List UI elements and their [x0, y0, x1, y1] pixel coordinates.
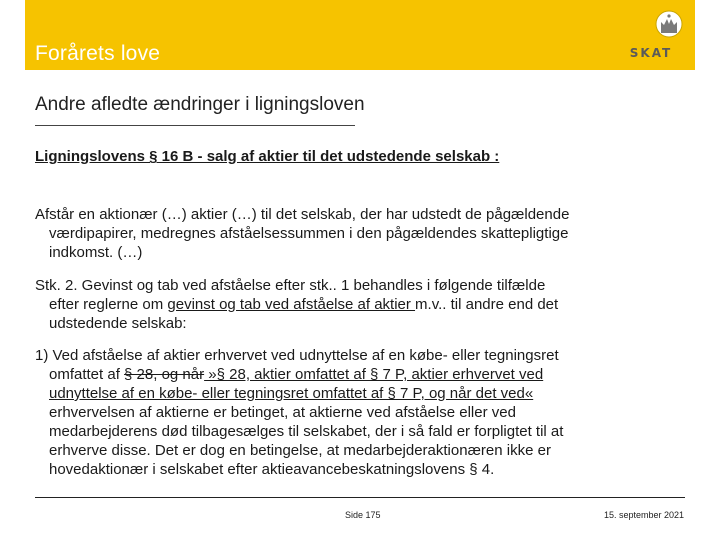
text-segment: m.v.. til andre end det: [415, 296, 559, 313]
section-title: Andre afledte ændringer i ligningsloven: [35, 94, 365, 115]
section-divider: [35, 125, 355, 126]
text-segment: omfattet af: [49, 366, 125, 383]
subheading: Ligningslovens § 16 B - salg af aktier til det udstedende selskab :: [35, 148, 500, 165]
text-line: erhvervelsen af aktierne er betinget, at aktierne ved afståelse eller ved: [49, 404, 516, 421]
text-line: Stk. 2. Gevinst og tab ved afståelse efter stk.. 1 behandles i følgende tilfælde: [35, 277, 546, 294]
text-segment: efter reglerne om: [49, 296, 168, 313]
text-line: Afstår en aktionær (…) aktier (…) til det selskab, der har udstedt de pågældende: [35, 206, 570, 223]
text-line: udstedende selskab:: [49, 315, 187, 332]
text-line: [35, 295, 685, 314]
text-line: hovedaktionær i selskabet efter aktieavancebeskatningslovens § 4.: [49, 461, 495, 478]
header-bar: [25, 0, 695, 70]
footer-date: 15. september 2021: [603, 510, 684, 520]
underlined-text: udnyttelse af en købe- eller tegningsret omfattet af § 7 P, og når det ved«: [49, 385, 534, 402]
paragraph-2: [35, 276, 685, 333]
text-line: indkomst. (…): [49, 244, 143, 261]
skat-logo: [615, 8, 687, 64]
struck-text: § 28, og når: [124, 366, 205, 383]
text-line: [35, 365, 685, 384]
text-line: 1) Ved afståelse af aktier erhvervet ved udnyttelse af en købe- eller tegningsret: [35, 347, 559, 364]
page-number: Side 175: [345, 510, 381, 520]
logo-text: SKAT: [629, 46, 673, 60]
text-line: medarbejderens død tilbagesælges til selskabet, der i så fald er forpligtet til at: [49, 423, 564, 440]
underlined-text: »§ 28, aktier omfattet af § 7 P, aktier erhvervet ved: [204, 366, 544, 383]
header-title: Forårets love: [35, 42, 161, 65]
paragraph-1: [35, 205, 685, 262]
footer-divider: [35, 497, 685, 498]
text-line: værdipapirer, medregnes afståelsessummen i den pågældendes skattepligtige: [49, 225, 569, 242]
paragraph-3: [35, 346, 685, 479]
text-line: erhverve disse. Det er dog en betingelse, at medarbejderaktionæren ikke er: [49, 442, 551, 459]
underlined-text: gevinst og tab ved afståelse af aktier: [167, 296, 416, 313]
crown-icon: [615, 8, 687, 48]
